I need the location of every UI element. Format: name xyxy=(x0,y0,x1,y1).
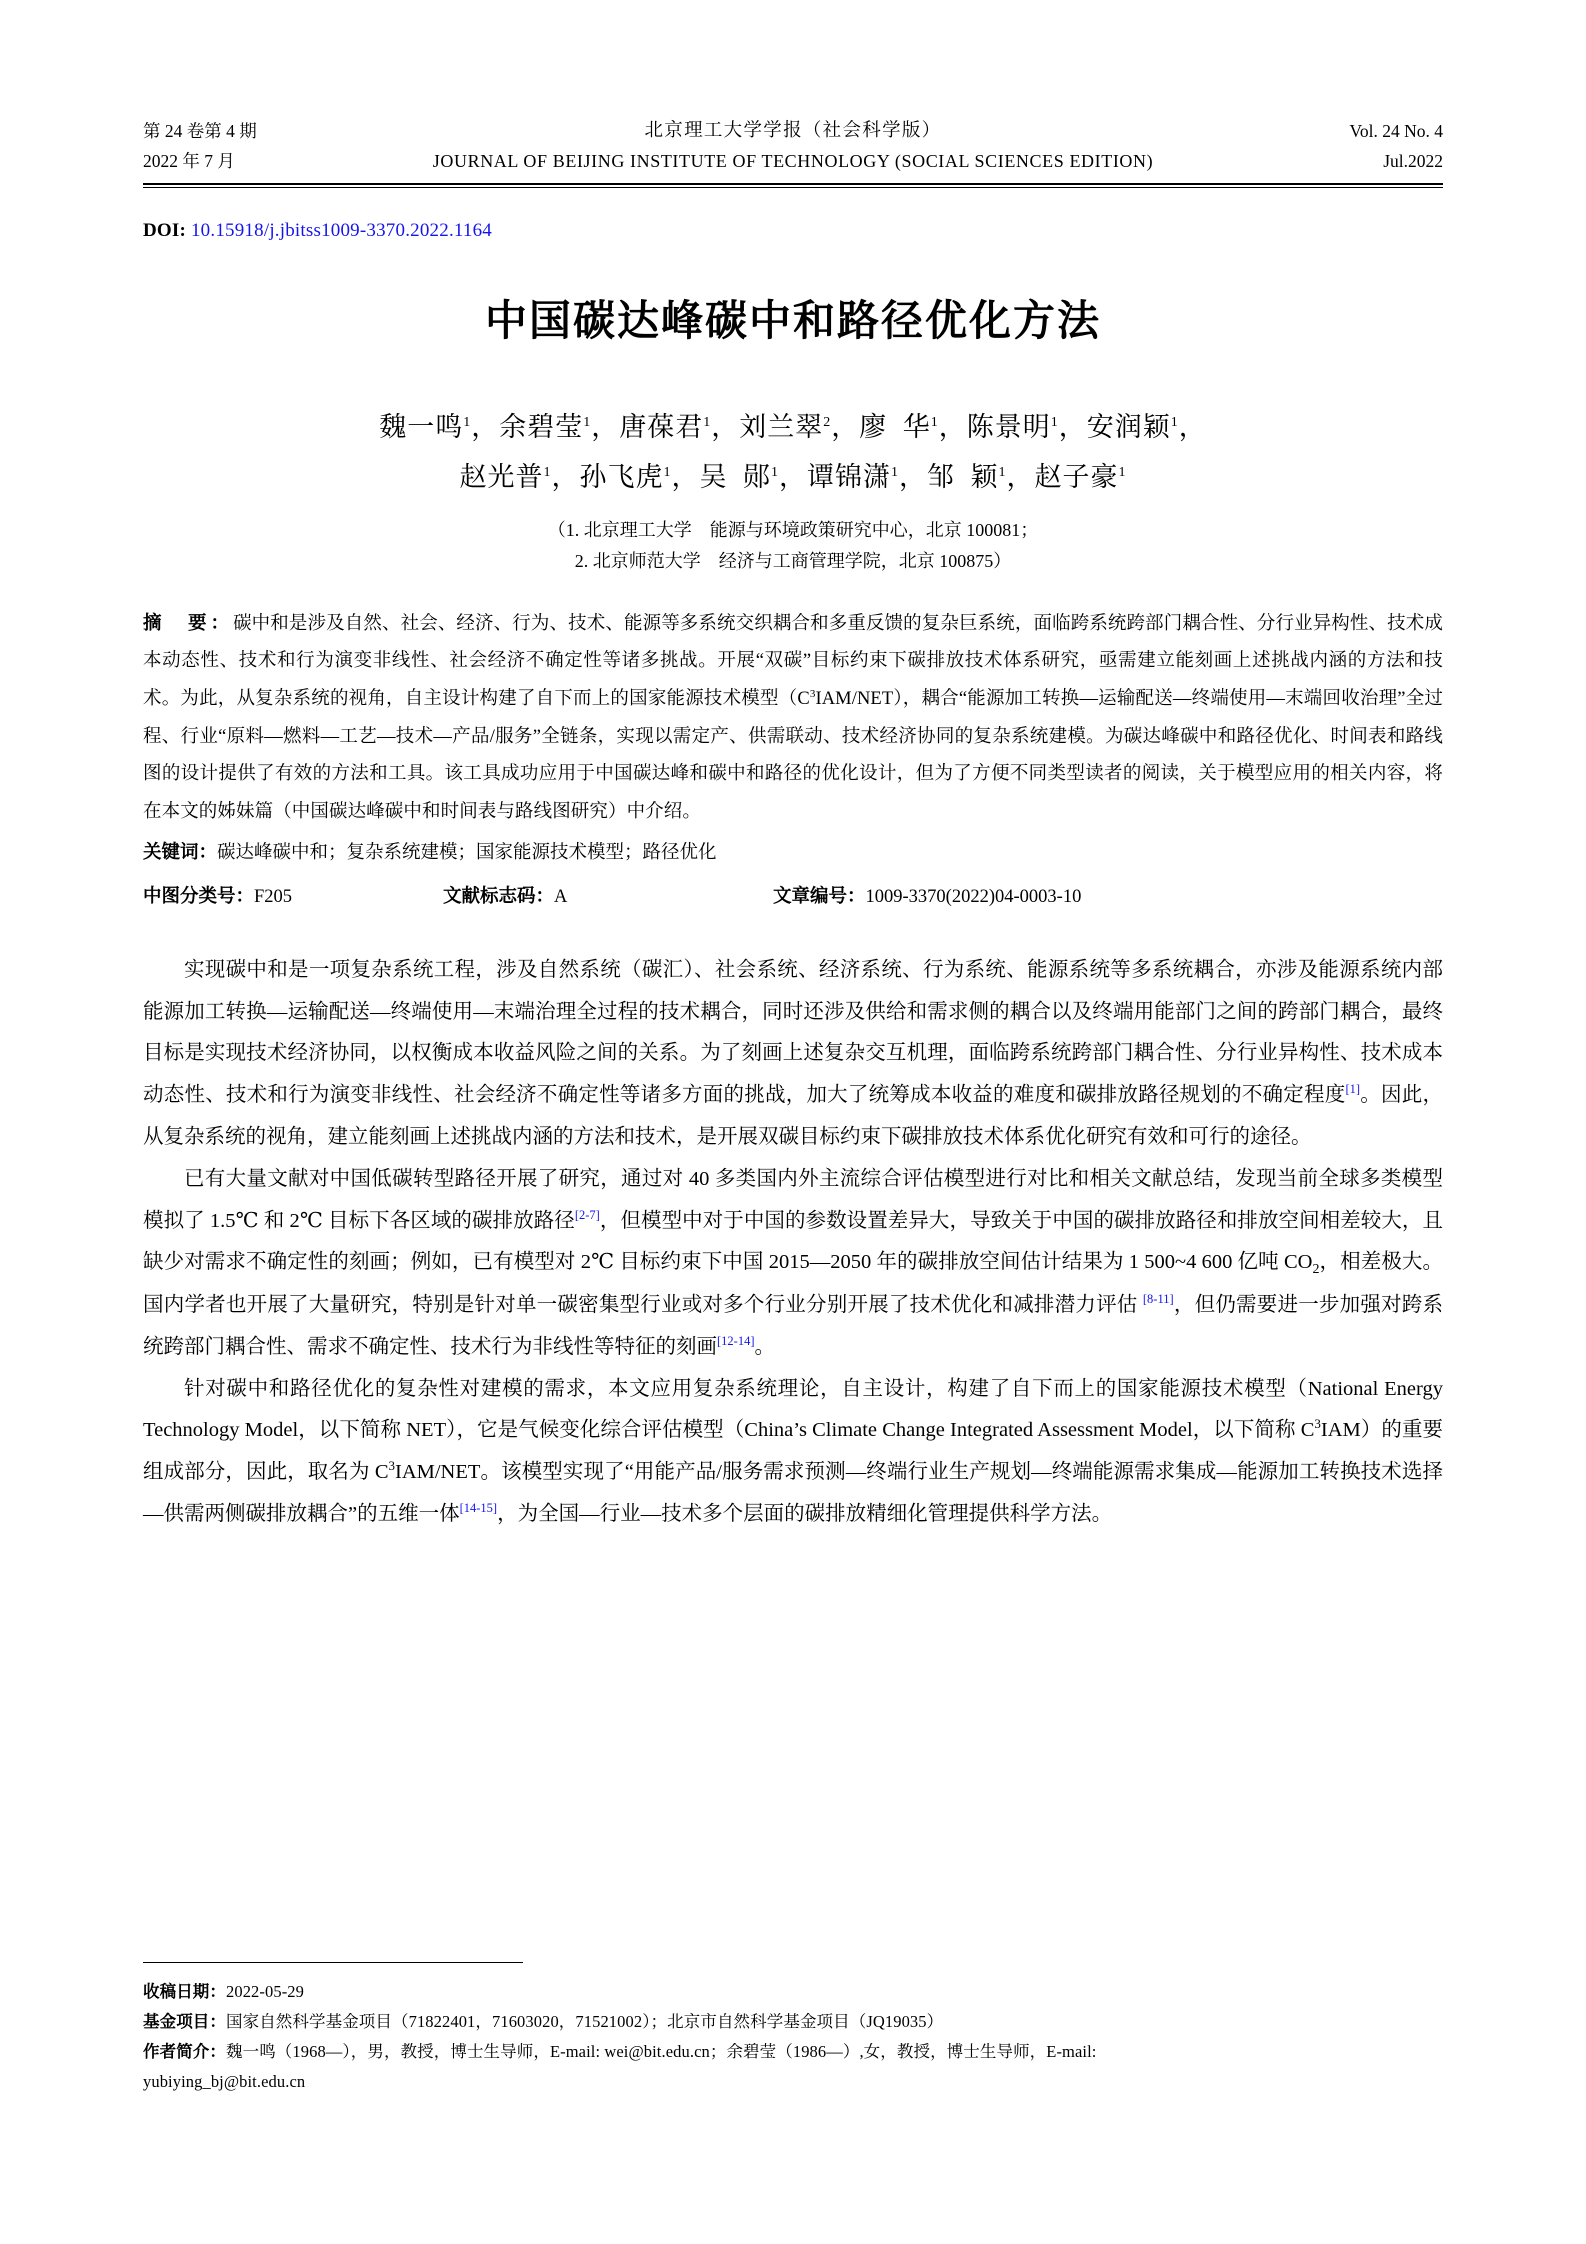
received-label: 收稿日期： xyxy=(143,1982,226,2001)
clc-value: F205 xyxy=(254,886,293,907)
page-content xyxy=(143,0,1443,1536)
footnote-block xyxy=(143,1962,1443,2097)
p2-part-e: 。 xyxy=(754,1335,775,1358)
doi-label: DOI: xyxy=(143,220,187,242)
fund-value: 国家自然科学基金项目（71822401，71603020，71521002）；北京市自然科学基金项目（JQ19035） xyxy=(226,2012,944,2032)
fund-label: 基金项目： xyxy=(143,2012,226,2032)
citation-ref-1[interactable]: [1] xyxy=(1345,1082,1361,1097)
p2-part-b: ，但模型中对于中国的参数设置差异大，导致关于中国的碳排放路径和排放空间相差较大，且缺少对需求不确定性的刻画；例如，已有模型对 2℃ 目标约束下中国 2015—2050 年的碳排放空间估计结果为 1 500~4 600 亿吨 CO xyxy=(143,1209,1443,1274)
footnote-divider xyxy=(143,1962,523,1963)
citation-ref-3[interactable]: [8-11] xyxy=(1142,1292,1174,1307)
p2-part-d: ，但仍需要进一步加强对跨系统跨部门耦合性、需求不确定性、技术行为非线性等特征的刻画 xyxy=(143,1294,1444,1358)
abstract-text: 碳中和是涉及自然、社会、经济、行为、技术、能源等多系统交织耦合和多重反馈的复杂巨系统，面临跨系统跨部门耦合性、分行业异构性、技术成本动态性、技术和行为演变非线性、社会经济不确定性等诸多挑战。开展“双碳”目标约束下碳排放技术体系研究，亟需建立能刻画上述挑战内涵的方法和技术。为此，从复杂系统的视角，自主设计构建了自下而上的国家能源技术模型$(C^3IAM/NET)$，耦合“能源加工转换—运输配送—终端使用—末端回收治理”全过程、行业“原料—燃料—工艺—技术—产品/服务”全链条，实现以需定产、供需联动、技术经济协同的复杂系统建模。为碳达峰碳中和路径优化、时间表和路线图的设计提供了有效的方法和工具。该工具成功应用于中国碳达峰和碳中和路径的优化设计，但为了方便不同类型读者的阅读，关于模型应用的相关内容，将在本文的姊妹篇（中国碳达峰碳中和时间表与路线图研究）中介绍。 xyxy=(143,613,1444,822)
clc-label: 中图分类号： xyxy=(143,886,255,907)
running-head-center xyxy=(383,118,1203,174)
paragraph-2 xyxy=(143,1159,1443,1369)
co2-subscript: 2 xyxy=(1312,1262,1320,1278)
header-divider xyxy=(143,183,1443,189)
journal-title-cn: 北京理工大学学报（社会科学版） xyxy=(644,121,942,141)
doi-link[interactable]: 10.15918/j.jbitss1009-3370.2022.1164 xyxy=(190,220,492,242)
p2-part-a: 已有大量文献对中国低碳转型路径开展了研究，通过对 40 多类国内外主流综合评估模型进行对比和相关文献总结，发现当前全球多类模型模拟了 1.5℃ 和 2℃ 目标下各区域的碳排放路径 xyxy=(143,1167,1443,1232)
keywords-label: 关键词： xyxy=(143,843,218,864)
abstract-label: 摘 要： xyxy=(143,613,234,634)
bio-label: 作者简介： xyxy=(143,2042,226,2062)
body-text xyxy=(143,950,1443,1536)
p2-part-c: ，相差极大。国内学者也开展了大量研究，特别是针对单一碳密集型行业或对多个行业分别开展了技术优化和减排潜力评估 xyxy=(143,1251,1444,1317)
running-head-left xyxy=(143,119,383,174)
article-id-label: 文章编号： xyxy=(773,886,866,907)
volume-issue: 第 24 卷第 4 期 xyxy=(143,121,257,142)
classification-line xyxy=(143,879,1443,916)
running-head-right xyxy=(1203,119,1443,174)
author-line-1: 魏一鸣$^1$，余碧莹$^1$，唐葆君$^1$，刘兰翠$^2$，廖 华$^1$，陈景明$^1$，安润颖$^1$， xyxy=(379,412,1207,442)
citation-ref-2[interactable]: [2-7] xyxy=(574,1207,600,1222)
abstract-block xyxy=(143,606,1443,831)
footnote-received xyxy=(143,1977,1443,2007)
citation-ref-4[interactable]: [12-14] xyxy=(717,1334,755,1349)
issue-date-en: Jul.2022 xyxy=(1383,150,1443,171)
citation-ref-5[interactable]: [14-15] xyxy=(459,1501,498,1516)
keywords-block xyxy=(143,835,1443,873)
doi-line xyxy=(143,220,1443,242)
journal-title-en: JOURNAL OF BEIJING INSTITUTE OF TECHNOLOGY (SOCIAL SCIENCES EDITION) xyxy=(432,150,1154,171)
footnote-bio-cont: yubiying_bj@bit.edu.cn xyxy=(143,2072,306,2092)
p3-part-b: ，为全国—行业—技术多个层面的碳排放精细化管理提供科学方法。 xyxy=(497,1503,1113,1526)
paragraph-1 xyxy=(143,950,1443,1159)
affiliation-2: 2. 北京师范大学 经济与工商管理学院，北京 100875） xyxy=(574,551,1012,572)
article-id-value: 1009-3370(2022)04-0003-10 xyxy=(865,886,1082,907)
author-list xyxy=(143,403,1443,503)
keywords-text: 碳达峰碳中和；复杂系统建模；国家能源技术模型；路径优化 xyxy=(217,843,717,864)
footnote-fund xyxy=(143,2007,1443,2037)
p3-part-a: 针对碳中和路径优化的复杂性对建模的需求，本文应用复杂系统理论，自主设计，构建了自下而上的国家能源技术模型（National Energy Technology Model，以下简称 NET），它是气候变化综合评估模型（China’s Climate Change Integrated Assessment Model，以下简称 $C^3IAM$）的重要组成部分，因此，取名为 $C^3IAM$/NET。该模型实现了“用能产品/服务需求预测—终端行业生产规划—终端能源需求集成—能源加工转换技术选择—供需两侧碳排放耦合”的五维一体 xyxy=(143,1377,1444,1526)
doc-code-label: 文献标志码： xyxy=(443,886,555,907)
paragraph-3 xyxy=(143,1369,1443,1536)
clc-group xyxy=(143,879,443,916)
doc-code-value: A xyxy=(554,886,568,907)
affiliations xyxy=(143,515,1443,578)
running-head xyxy=(143,0,1443,174)
affiliation-1: （1. 北京理工大学 能源与环境政策研究中心，北京 100081； xyxy=(547,519,1039,540)
p1-part-b: 。因此，从复杂系统的视角，建立能刻画上述挑战内涵的方法和技术，是开展双碳目标约束下碳排放技术体系优化研究有效和可行的途径。 xyxy=(143,1084,1444,1148)
issue-date-cn: 2022 年 7 月 xyxy=(143,150,235,171)
p1-part-a: 实现碳中和是一项复杂系统工程，涉及自然系统（碳汇）、社会系统、经济系统、行为系统、能源系统等多系统耦合，亦涉及能源系统内部能源加工转换—运输配送—终端使用—末端治理全过程的技术耦合，同时还涉及供给和需求侧的耦合以及终端用能部门之间的跨部门耦合，最终目标是实现技术经济协同，以权衡成本收益风险之间的关系。为了刻画上述复杂交互机理，面临跨系统跨部门耦合性、分行业异构性、技术成本动态性、技术和行为演变非线性、社会经济不确定性等诸多方面的挑战，加大了统筹成本收益的难度和碳排放路径规划的不确定程度 xyxy=(143,958,1443,1107)
bio-value: 魏一鸣（1968—），男，教授，博士生导师，E-mail: wei@bit.edu.cn；余碧莹（1986—）,女，教授，博士生导师，E-mail: xyxy=(226,2042,1097,2062)
footnote-bio xyxy=(143,2037,1443,2067)
article-id-group xyxy=(773,879,1443,916)
received-value: 2022-05-29 xyxy=(226,1982,304,2001)
volume-issue-en: Vol. 24 No. 4 xyxy=(1349,121,1443,142)
page-title: 中国碳达峰碳中和路径优化方法 xyxy=(484,296,1101,346)
author-line-2: 赵光普$^1$，孙飞虎$^1$，吴 郧$^1$，谭锦潇$^1$，邹 颖$^1$，赵子豪$^1$ xyxy=(459,461,1127,492)
doc-code-group xyxy=(443,879,773,916)
